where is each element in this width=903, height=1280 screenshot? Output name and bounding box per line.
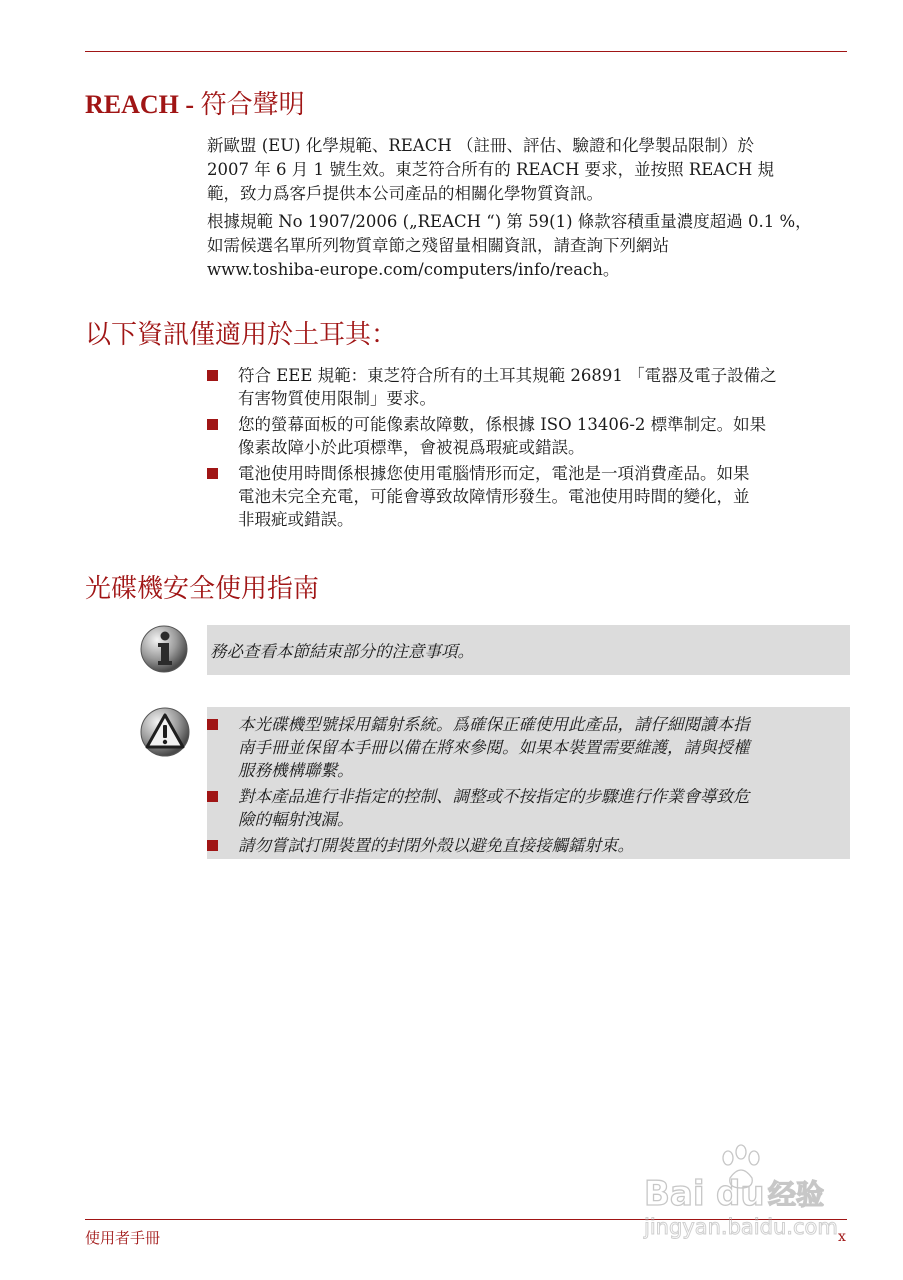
turkey-heading: 以下資訊僅適用於土耳其： [85,320,398,350]
warning-icon [139,706,191,758]
text-line: 非瑕疵或錯誤。 [238,510,354,529]
text-line: 根據規範 No 1907/2006 („REACH “) 第 59(1) 條款容積重量濃度超過 0.1 %， [207,212,812,231]
reach-heading: REACH - 符合聲明 [85,90,305,120]
text-line: 險的輻射洩漏。 [238,810,354,829]
turkey-list [207,364,847,534]
list-item [207,713,847,782]
text-line: 有害物質使用限制」要求。 [238,389,436,408]
list-item [207,364,847,410]
baidu-watermark [642,1142,852,1242]
top-rule [85,51,847,52]
note-box [207,625,850,675]
watermark-brand-cjk: 经验 [768,1178,825,1211]
list-item [207,834,847,857]
text-line: 服務機構聯繫。 [238,761,354,780]
bullet-square-icon [207,370,218,381]
text-line: 南手冊並保留本手冊以備在將來參閱。如果本裝置需要維護，請與授權 [238,738,750,757]
text-line: 新歐盟 (EU) 化學規範、REACH （註冊、評估、驗證和化學製品限制）於 [207,136,754,155]
optical-heading: 光碟機安全使用指南 [85,574,320,604]
text-line: 請勿嘗試打開裝置的封閉外殼以避免直接接觸鐳射束。 [238,836,634,855]
text-line: 像素故障小於此項標準，會被視爲瑕疵或錯誤。 [238,438,585,457]
bullet-square-icon [207,719,218,730]
text-line: 範，致力爲客戶提供本公司產品的相關化學物質資訊。 [207,184,603,203]
reach-paragraph-1 [207,134,847,206]
text-line: 2007 年 6 月 1 號生效。東芝符合所有的 REACH 要求，並按照 REACH 規 [207,160,774,179]
info-icon [139,624,189,674]
bullet-square-icon [207,468,218,479]
bullet-square-icon [207,840,218,851]
text-line: 如需候選名單所列物質章節之殘留量相關資訊，請查詢下列網站 [207,236,669,255]
list-item [207,785,847,831]
reach-url-line: www.toshiba-europe.com/computers/info/reach。 [207,260,620,279]
text-line: 本光碟機型號採用鐳射系統。爲確保正確使用此產品，請仔細閱讀本指 [238,715,750,734]
warning-list [207,713,847,857]
text-line: 對本產品進行非指定的控制、調整或不按指定的步驟進行作業會導致危 [238,787,750,806]
note-text: 務必查看本節結束部分的注意事項。 [210,642,474,661]
footer-title: 使用者手冊 [85,1229,161,1247]
watermark-brand-b: du [716,1174,765,1214]
warning-box [207,707,850,859]
page-number: x [838,1229,846,1245]
text-line: 電池使用時間係根據您使用電腦情形而定，電池是一項消費產品。如果 [238,464,750,483]
text-line: 您的螢幕面板的可能像素故障數，係根據 ISO 13406-2 標準制定。如果 [238,415,767,434]
reach-paragraph-2 [207,210,847,282]
list-item [207,462,847,531]
watermark-url: jingyan.baidu.com [644,1215,838,1239]
bullet-square-icon [207,419,218,430]
bullet-square-icon [207,791,218,802]
text-line: 符合 EEE 規範：東芝符合所有的土耳其規範 26891 「電器及電子設備之 [238,366,777,385]
watermark-brand-a: Bai [644,1174,705,1214]
list-item [207,413,847,459]
text-line: 電池未完全充電，可能會導致故障情形發生。電池使用時間的變化，並 [238,487,750,506]
